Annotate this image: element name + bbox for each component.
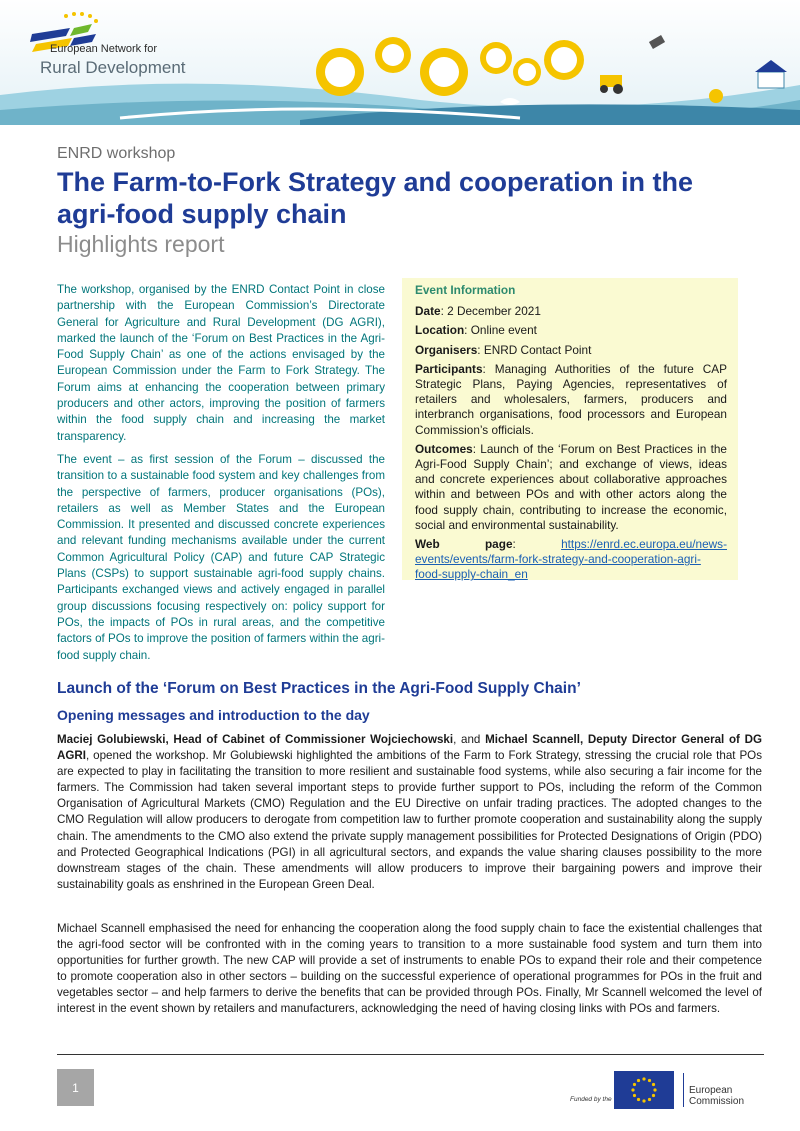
- page-title: The Farm-to-Fork Strategy and cooperation in the agri-food supply chain: [57, 167, 694, 229]
- page-subtitle: Highlights report: [57, 231, 225, 257]
- event-location: Location: Online event: [415, 323, 537, 338]
- european-commission-label: European Commission: [689, 1085, 745, 1107]
- ec-divider: [683, 1073, 684, 1107]
- subsection-heading: Opening messages and introduction to the day: [57, 707, 370, 723]
- eu-flag-icon: [614, 1071, 674, 1109]
- org-name-line2: Rural Development: [40, 58, 186, 77]
- section-heading: Launch of the ‘Forum on Best Practices in the Agri-Food Supply Chain’: [57, 680, 581, 697]
- funded-by-label: Funded by the: [570, 1096, 612, 1103]
- event-webpage: Web page: https://enrd.ec.europa.eu/news-events/events/farm-fork-strategy-and-cooperation-agri-food-supply-chain_en: [415, 537, 728, 582]
- event-date: Date: 2 December 2021: [415, 304, 541, 319]
- page-number-badge: 1: [57, 1069, 94, 1106]
- body-paragraph-2: Michael Scannell emphasised the need for enhancing the cooperation along the food supply chain to face the existential challenges that the agri-food sector will be confronted with in the coming years to transition to a more sustainable food system and turn them into opportunities for further growth. The new CAP will provide a set of instruments to enable POs to expand their role and their competence to promote cooperation also in other sectors – building on the successful experience of operational programmes for POs in the fruit and vegetables sector – and help farmers to derive the benefits that can be provided through POs. Finally, Mr Scannell welcomed the level of interest in the event shown by retailers and manufacturers, acknowledging the need of having closing links with POs and farmers.: [57, 922, 762, 1016]
- intro-column: [57, 282, 385, 671]
- event-outcomes: Outcomes: Launch of the ‘Forum on Best Practices in the Agri-Food Supply Chain’; and exchange of views, ideas and concrete experiences about collaborative approaches within and between POs and with other actors along the food supply chain, contributing to increase the economic, social and environmental sustainability.: [415, 441, 727, 532]
- intro-paragraph-1: The workshop, organised by the ENRD Contact Point in close partnership with the European Commission’s Directorate General for Agriculture and Rural Development (DG AGRI), marked the launch of the ‘Forum on Best Practices in the Agri-Food Supply Chain’ as one of the actions envisaged by the European Commission under the Farm to Fork Strategy. The Forum aims at enhancing the cooperation between primary producers and other actors, improving the position of farmers within the food supply chain and increasing the market transparency.: [57, 283, 385, 443]
- event-box-title: Event Information: [415, 283, 516, 297]
- event-webpage-link[interactable]: https://enrd.ec.europa.eu/news-events/events/farm-fork-strategy-and-cooperation-agri-food-supply-chain_en: [415, 537, 728, 582]
- org-name-line1: European Network for: [50, 43, 157, 55]
- event-participants: Participants: Managing Authorities of the future CAP Strategic Plans, Paying Agencies, representatives of retailers and wholesalers, farmers, producers and interbranch organisations, food processors and European Commission’s officials.: [415, 361, 727, 437]
- document-kicker: ENRD workshop: [57, 145, 176, 162]
- body-paragraph-1: Maciej Golubiewski, Head of Cabinet of Commissioner Wojciechowski, and Michael Scannell, Deputy Director General of DG AGRI, opened the workshop. Mr Golubiewski highlighted the ambitions of the Farm to Fork Strategy, stressing the crucial role that POs are expected to play in facilitating the transition to more resilient and sustainable food systems, while also securing a fair income for the farmers. The Commission had taken several important steps to provide further support to POs, including the reform of the Common Organisation of Agricultural Markets (CMO) Regulation and the EU Directive on unfair trading practices. The adopted changes to the CMO Regulation will allow producers to derogate from competition law to further promote cooperation and sustainability along the supply chain. The amendments to the CMO also extend the private supply management possibilities for Protected Designations of Origin (PDO) and Protected Geographical Indications (PGI) in all agricultural sectors, and expands the value sharing clauses possibility to the more downstream stages of the chain. These amendments will allow producers to improve their bargaining powers and improve their sustainability goals as enshrined in the European Green Deal.: [57, 733, 763, 891]
- footer-divider: [57, 1054, 764, 1055]
- event-information-box: [402, 278, 738, 580]
- event-organisers: Organisers: ENRD Contact Point: [415, 342, 592, 357]
- intro-paragraph-2: The event – as first session of the Forum – discussed the transition to a sustainable food system and key challenges from the perspective of farmers, producer organisations (POs), retailers as well as Member States and the European Commission. It presented and discussed concrete experiences and relevant funding mechanisms available under the current Common Agricultural Policy (CAP) and future CAP Strategic Plans (CSPs) to support sustainable agri-food supply chains. Participants exchanged views and actively engaged in parallel group discussions focusing respectively on: policy support for POs, the impacts of POs in rural areas, and the competitive factors of POs to improve the position of farmers within the agri-food supply chain.: [57, 452, 385, 662]
